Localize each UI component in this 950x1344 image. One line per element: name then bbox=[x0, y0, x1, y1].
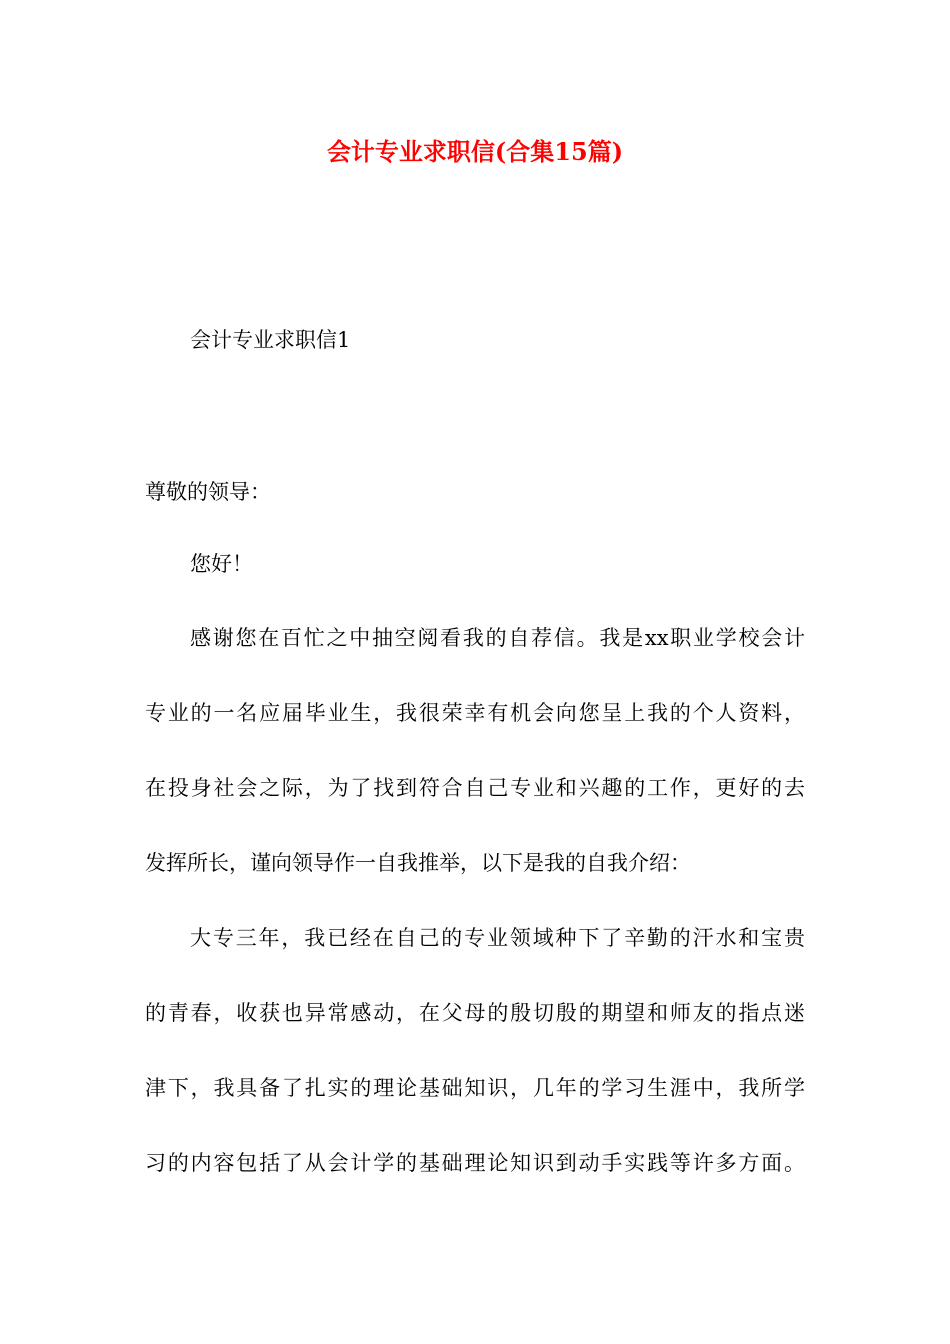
document-title: 会计专业求职信(合集15篇) bbox=[326, 137, 624, 166]
paragraph-line: 的青春，收获也异常感动，在父母的殷切殷的期望和师友的指点迷 bbox=[145, 1001, 805, 1025]
paragraph-line: 发挥所长，谨向领导作一自我推举，以下是我的自我介绍： bbox=[145, 851, 691, 875]
paragraph-line: 在投身社会之际，为了找到符合自己专业和兴趣的工作，更好的去 bbox=[145, 776, 805, 800]
salutation: 尊敬的领导： bbox=[145, 480, 271, 504]
paragraph-line: 专业的一名应届毕业生，我很荣幸有机会向您呈上我的个人资料， bbox=[145, 701, 805, 725]
paragraph-line: 大专三年，我已经在自己的专业领域种下了辛勤的汗水和宝贵 bbox=[190, 926, 805, 950]
paragraph-line: 津下，我具备了扎实的理论基础知识，几年的学习生涯中，我所学 bbox=[145, 1076, 805, 1100]
paragraph-line: 感谢您在百忙之中抽空阅看我的自荐信。我是xx职业学校会计 bbox=[190, 626, 805, 650]
paragraph-line: 习的内容包括了从会计学的基础理论知识到动手实践等许多方面。 bbox=[145, 1151, 805, 1175]
section-heading: 会计专业求职信1 bbox=[190, 328, 351, 352]
greeting: 您好！ bbox=[190, 552, 253, 576]
